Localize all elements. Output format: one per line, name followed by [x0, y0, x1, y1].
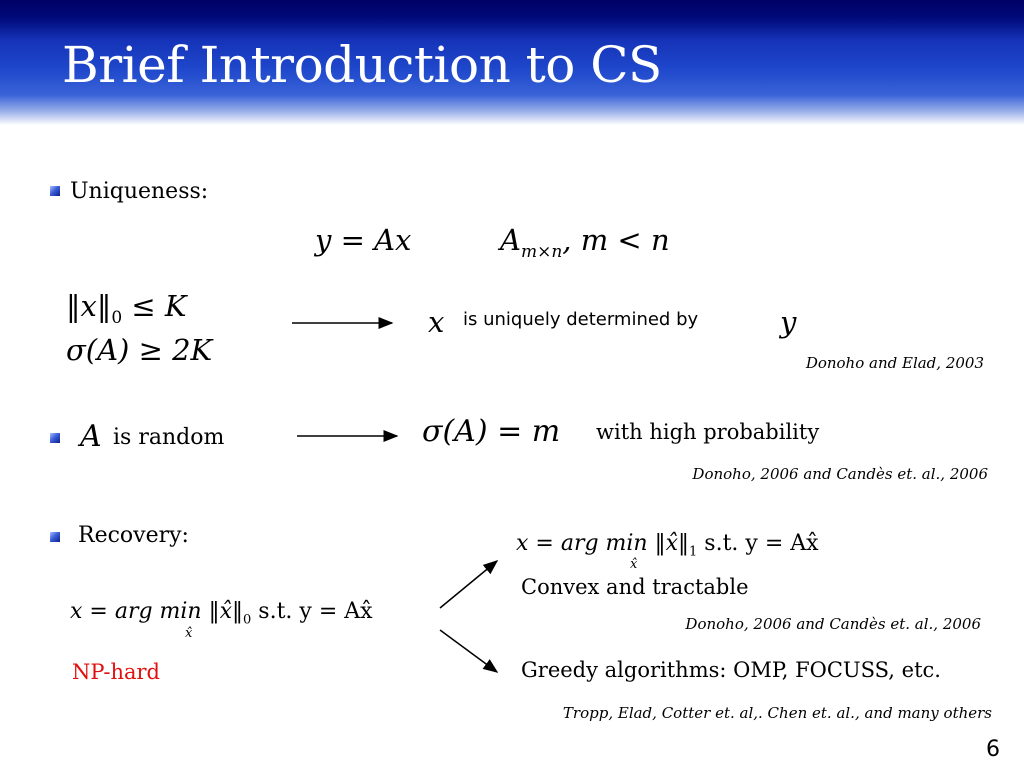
random-label-text: is random [113, 425, 225, 450]
bullet-marker [50, 186, 60, 196]
page-number: 6 [986, 737, 1000, 762]
condition-spark: σ(A) ≥ 2K [66, 333, 213, 367]
bullet-marker [50, 532, 60, 542]
convex-text: Convex and tractable [521, 575, 749, 599]
eq-cond: , m < n [562, 223, 670, 257]
l0-equation [70, 601, 373, 626]
result-x: x [428, 305, 445, 339]
l1-rhs: s.t. y = Ax̂ [697, 531, 819, 556]
l0-rhs: s.t. y = Ax̂ [251, 599, 373, 624]
cond1-norm: ‖x‖ [66, 289, 112, 323]
random-equation: σ(A) = m [422, 414, 561, 449]
result-y: y [780, 305, 797, 339]
l1-lhs: x = arg min ‖x̂‖ [516, 531, 690, 556]
condition-l0 [66, 289, 187, 328]
eq-y-ax: y = Ax [315, 223, 412, 257]
eq-dims-sub: m×n [520, 241, 563, 262]
l1-sub: 1 [689, 544, 698, 560]
l0-under: x̂ [185, 626, 193, 641]
uniquely-determined-text: is uniquely determined by [463, 309, 699, 330]
eq-a: A [500, 223, 521, 257]
slide-title: Brief Introduction to CS [62, 36, 662, 94]
l0-lhs: x = arg min ‖x̂‖ [70, 599, 244, 624]
arrow-to-greedy [440, 630, 497, 672]
uniqueness-equation-dims [500, 223, 670, 262]
l0-sub: 0 [243, 612, 252, 628]
bullet-marker [50, 433, 60, 443]
l1-equation [516, 533, 819, 558]
cond1-sub: 0 [111, 307, 123, 328]
greedy-text: Greedy algorithms: OMP, FOCUSS, etc. [521, 658, 941, 682]
uniqueness-label: Uniqueness: [70, 179, 209, 204]
recovery-label: Recovery: [78, 523, 189, 548]
l1-under: x̂ [630, 557, 638, 572]
citation-donoho-elad: Donoho and Elad, 2003 [805, 354, 984, 372]
arrow-to-convex [440, 561, 497, 608]
citation-donoho-candes-2: Donoho, 2006 and Candès et. al., 2006 [685, 615, 981, 633]
uniqueness-equation-y [315, 223, 412, 257]
citation-tropp-others: Tropp, Elad, Cotter et. al,. Chen et. al., and many others [562, 704, 992, 722]
cond1-rest: ≤ K [122, 289, 187, 323]
np-hard-label: NP-hard [72, 660, 160, 684]
citation-donoho-candes-1: Donoho, 2006 and Candès et. al., 2006 [692, 465, 988, 483]
high-probability-text: with high probability [596, 420, 820, 444]
random-label-a: A [80, 419, 102, 454]
